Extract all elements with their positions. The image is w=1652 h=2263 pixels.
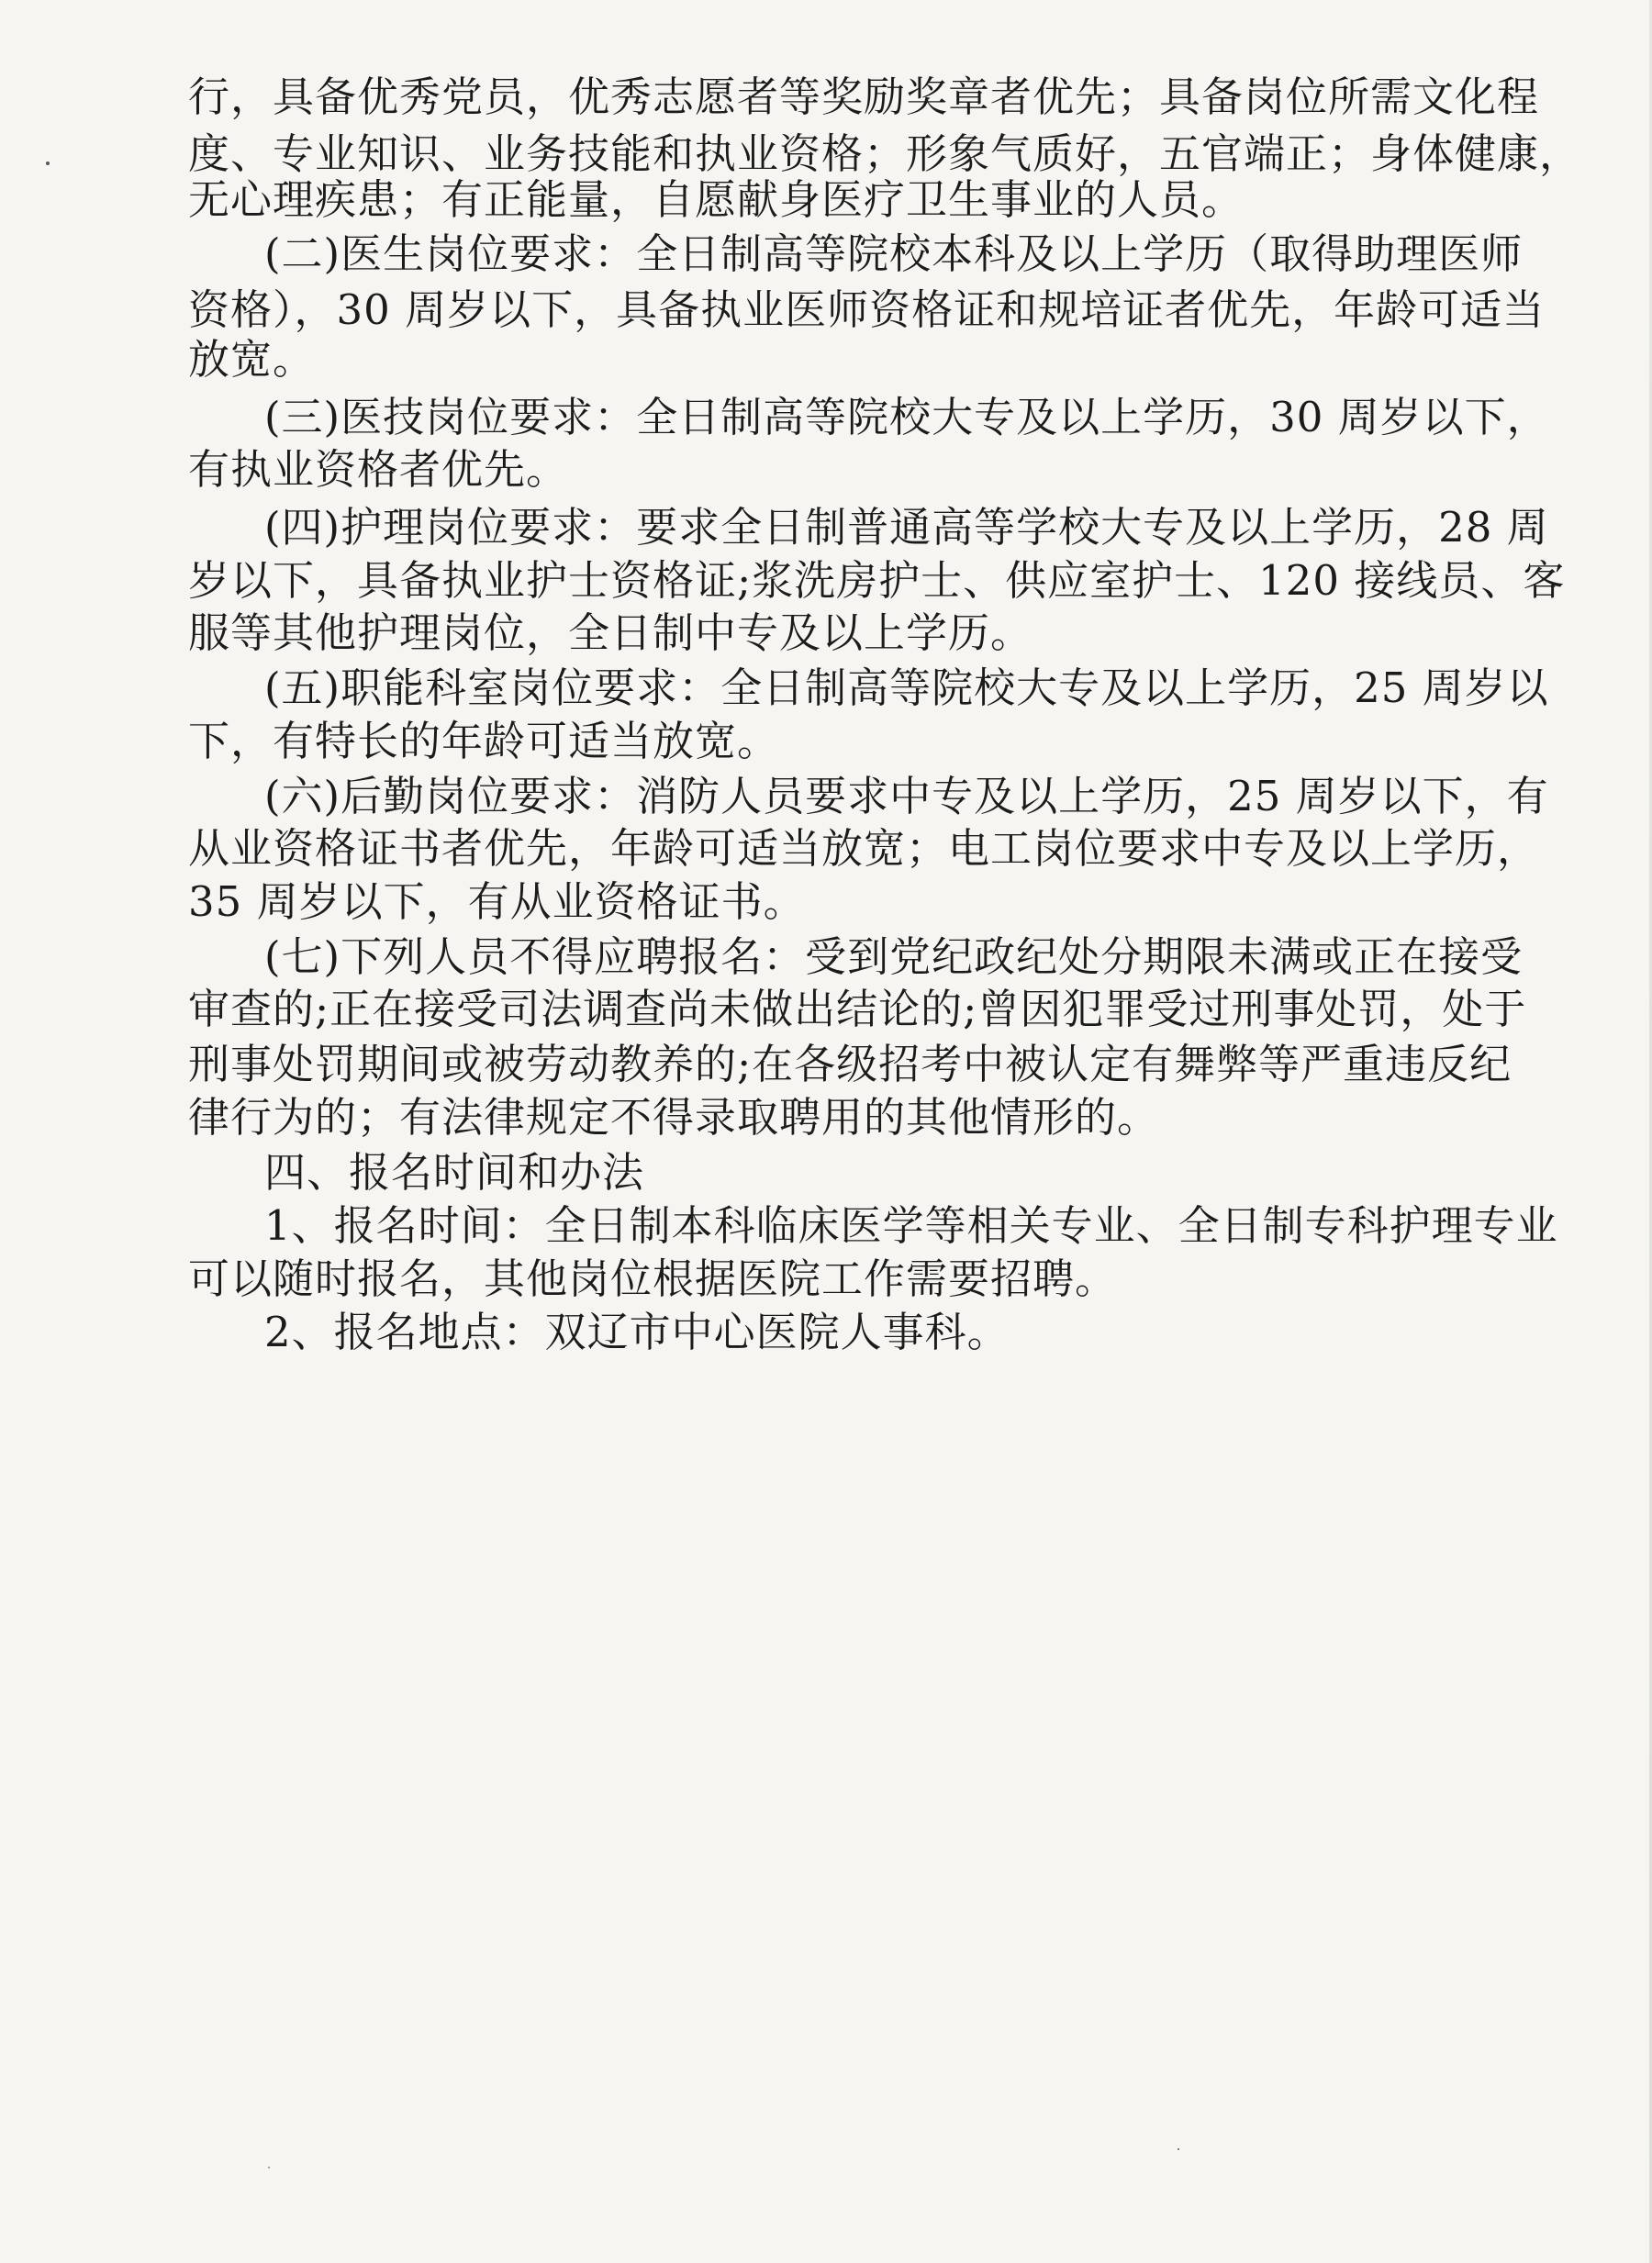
logistics-requirements-line-3: 35 周岁以下，有从业资格证书。 [188, 877, 806, 926]
logistics-requirements-line-1: (六)后勤岗位要求：消防人员要求中专及以上学历，25 周岁以下，有 [264, 772, 1549, 820]
doctor-requirements-line-3: 放宽。 [188, 335, 316, 384]
registration-time-line-1: 1、报名时间：全日制本科临床医学等相关专业、全日制专科护理专业 [264, 1201, 1558, 1250]
exclusions-line-4: 律行为的；有法律规定不得录取聘用的其他情形的。 [188, 1093, 1160, 1142]
logistics-requirements-line-2: 从业资格证书者优先，年龄可适当放宽；电工岗位要求中专及以上学历， [188, 824, 1540, 873]
registration-time-line-2: 可以随时报名，其他岗位根据医院工作需要招聘。 [188, 1254, 1118, 1303]
scan-speck [268, 2167, 270, 2168]
paragraph-1-line-1: 行，具备优秀党员，优秀志愿者等奖励奖章者优先；具备岗位所需文化程 [188, 72, 1540, 121]
doctor-requirements-line-1: (二)医生岗位要求：全日制高等院校本科及以上学历（取得助理医师 [264, 229, 1524, 278]
admin-requirements-line-1: (五)职能科室岗位要求：全日制高等院校大专及以上学历，25 周岁以 [264, 663, 1549, 712]
admin-requirements-line-2: 下，有特长的年龄可适当放宽。 [188, 717, 780, 765]
scan-speck [46, 162, 50, 165]
nursing-requirements-line-2: 岁以下，具备执业护士资格证;浆洗房护士、供应室护士、120 接线员、客 [188, 556, 1566, 605]
doctor-requirements-line-2: 资格），30 周岁以下，具备执业医师资格证和规培证者优先，年龄可适当 [188, 285, 1546, 334]
nursing-requirements-line-3: 服等其他护理岗位，全日制中专及以上学历。 [188, 608, 1033, 657]
nursing-requirements-line-1: (四)护理岗位要求：要求全日制普通高等学校大专及以上学历，28 周 [264, 503, 1549, 552]
technician-requirements-line-1: (三)医技岗位要求：全日制高等院校大专及以上学历，30 周岁以下， [264, 393, 1549, 441]
exclusions-line-3: 刑事处罚期间或被劳动教养的;在各级招考中被认定有舞弊等严重违反纪 [188, 1040, 1512, 1088]
paragraph-1-line-3: 无心理疾患；有正能量，自愿献身医疗卫生事业的人员。 [188, 175, 1245, 224]
technician-requirements-line-2: 有执业资格者优先。 [188, 445, 569, 494]
exclusions-line-2: 审查的;正在接受司法调查尚未做出结论的;曾因犯罪受过刑事处罚，处于 [188, 985, 1527, 1033]
section-four-heading: 四、报名时间和办法 [264, 1148, 645, 1197]
scan-speck [1178, 2148, 1179, 2150]
paragraph-1-line-2: 度、专业知识、业务技能和执业资格；形象气质好，五官端正；身体健康， [188, 129, 1582, 178]
exclusions-line-1: (七)下列人员不得应聘报名：受到党纪政纪处分期限未满或正在接受 [264, 932, 1524, 981]
registration-location-line: 2、报名地点：双辽市中心医院人事科。 [264, 1308, 1010, 1356]
